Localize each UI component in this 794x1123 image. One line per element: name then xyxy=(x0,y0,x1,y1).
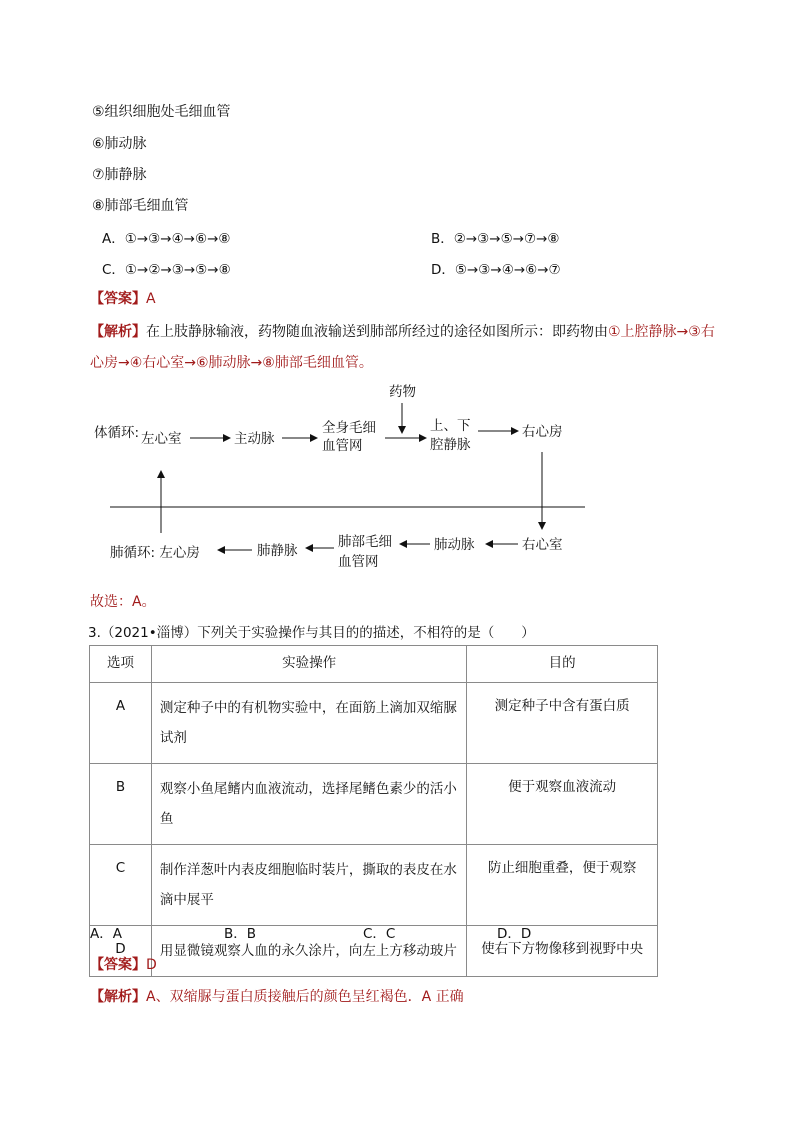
lung-capillary-2: 血管网 xyxy=(338,554,379,570)
q3-option-b: B．B xyxy=(224,926,257,942)
option-b: B．②→③→⑤→⑦→⑧ xyxy=(431,231,560,247)
option-c: C．①→②→③→⑤→⑧ xyxy=(102,262,231,278)
q3-option-c: C．C xyxy=(363,926,396,942)
body-capillary-2: 血管网 xyxy=(322,438,363,454)
q3-answer-value: D xyxy=(146,957,157,973)
q3-analysis-text: A、双缩脲与蛋白质接触后的颜色呈红褐色．A 正确 xyxy=(146,989,464,1005)
row-option: B xyxy=(90,764,152,845)
row-operation: 测定种子中的有机物实验中，在面筋上滴加双缩脲试剂 xyxy=(151,683,466,764)
body-capillary-1: 全身毛细 xyxy=(322,420,376,436)
list-item-6: ⑥肺动脉 xyxy=(92,136,147,152)
q3-option-a: A．A xyxy=(90,926,122,942)
list-item-7: ⑦肺静脉 xyxy=(92,167,147,183)
row-purpose: 使右下方物像移到视野中央 xyxy=(467,926,658,977)
row-operation: 用显微镜观察人血的永久涂片，向左上方移动玻片 xyxy=(151,926,466,977)
right-ventricle: 右心室 xyxy=(522,537,563,553)
row-operation: 观察小鱼尾鳍内血液流动，选择尾鳍色素少的活小鱼 xyxy=(151,764,466,845)
q3-analysis xyxy=(90,986,464,1006)
aorta: 主动脉 xyxy=(234,431,275,447)
header-operation: 实验操作 xyxy=(151,646,466,683)
q3-answer-tag: 【答案】 xyxy=(90,957,146,973)
q3-answer xyxy=(90,954,157,974)
q3-stem: 3.（2021•淄博）下列关于实验操作与其目的的描述，不相符的是（ ） xyxy=(88,625,535,641)
analysis-text-red: ①上腔静脉→③右 xyxy=(608,324,715,340)
analysis-line-2: 心房→④右心室→⑥肺动脉→⑧肺部毛细血管。 xyxy=(90,355,373,371)
vena-cava-1: 上、下 xyxy=(430,418,471,434)
pulmonary-label: 肺循环: 左心房 xyxy=(110,545,200,561)
row-option: A xyxy=(90,683,152,764)
row-operation: 制作洋葱叶内表皮细胞临时装片，撕取的表皮在水滴中展平 xyxy=(151,845,466,926)
row-purpose: 便于观察血液流动 xyxy=(467,764,658,845)
pulmonary-artery: 肺动脉 xyxy=(434,537,475,553)
table-row xyxy=(90,764,658,845)
option-a: A．①→③→④→⑥→⑧ xyxy=(102,231,231,247)
table-header-row xyxy=(90,646,658,683)
drug-label: 药物 xyxy=(389,384,416,400)
header-option: 选项 xyxy=(90,646,152,683)
lung-capillary-1: 肺部毛细 xyxy=(338,534,392,550)
row-purpose: 防止细胞重叠，便于观察 xyxy=(467,845,658,926)
table-row xyxy=(90,683,658,764)
analysis-tag: 【解析】 xyxy=(90,324,146,340)
systemic-label: 体循环: xyxy=(94,425,140,441)
q3-option-d: D．D xyxy=(497,926,532,942)
row-option: C xyxy=(90,845,152,926)
pulmonary-vein: 肺静脉 xyxy=(257,543,298,559)
header-purpose: 目的 xyxy=(467,646,658,683)
row-option: D xyxy=(90,926,152,977)
option-d: D．⑤→③→④→⑥→⑦ xyxy=(431,262,561,278)
conclusion: 故选：A。 xyxy=(90,594,156,610)
answer-value: A xyxy=(146,291,156,307)
vena-cava-2: 腔静脉 xyxy=(430,437,471,453)
row-purpose: 测定种子中含有蛋白质 xyxy=(467,683,658,764)
list-item-8: ⑧肺部毛细血管 xyxy=(92,198,189,214)
left-ventricle: 左心室 xyxy=(141,431,182,447)
right-atrium: 右心房 xyxy=(522,424,563,440)
answer-tag: 【答案】 xyxy=(90,291,146,307)
analysis-text: 在上肢静脉输液，药物随血液输送到肺部所经过的途径如图所示：即药物由 xyxy=(146,324,608,340)
list-item-5: ⑤组织细胞处毛细血管 xyxy=(92,104,231,120)
q3-analysis-tag: 【解析】 xyxy=(90,989,146,1005)
table-row xyxy=(90,845,658,926)
